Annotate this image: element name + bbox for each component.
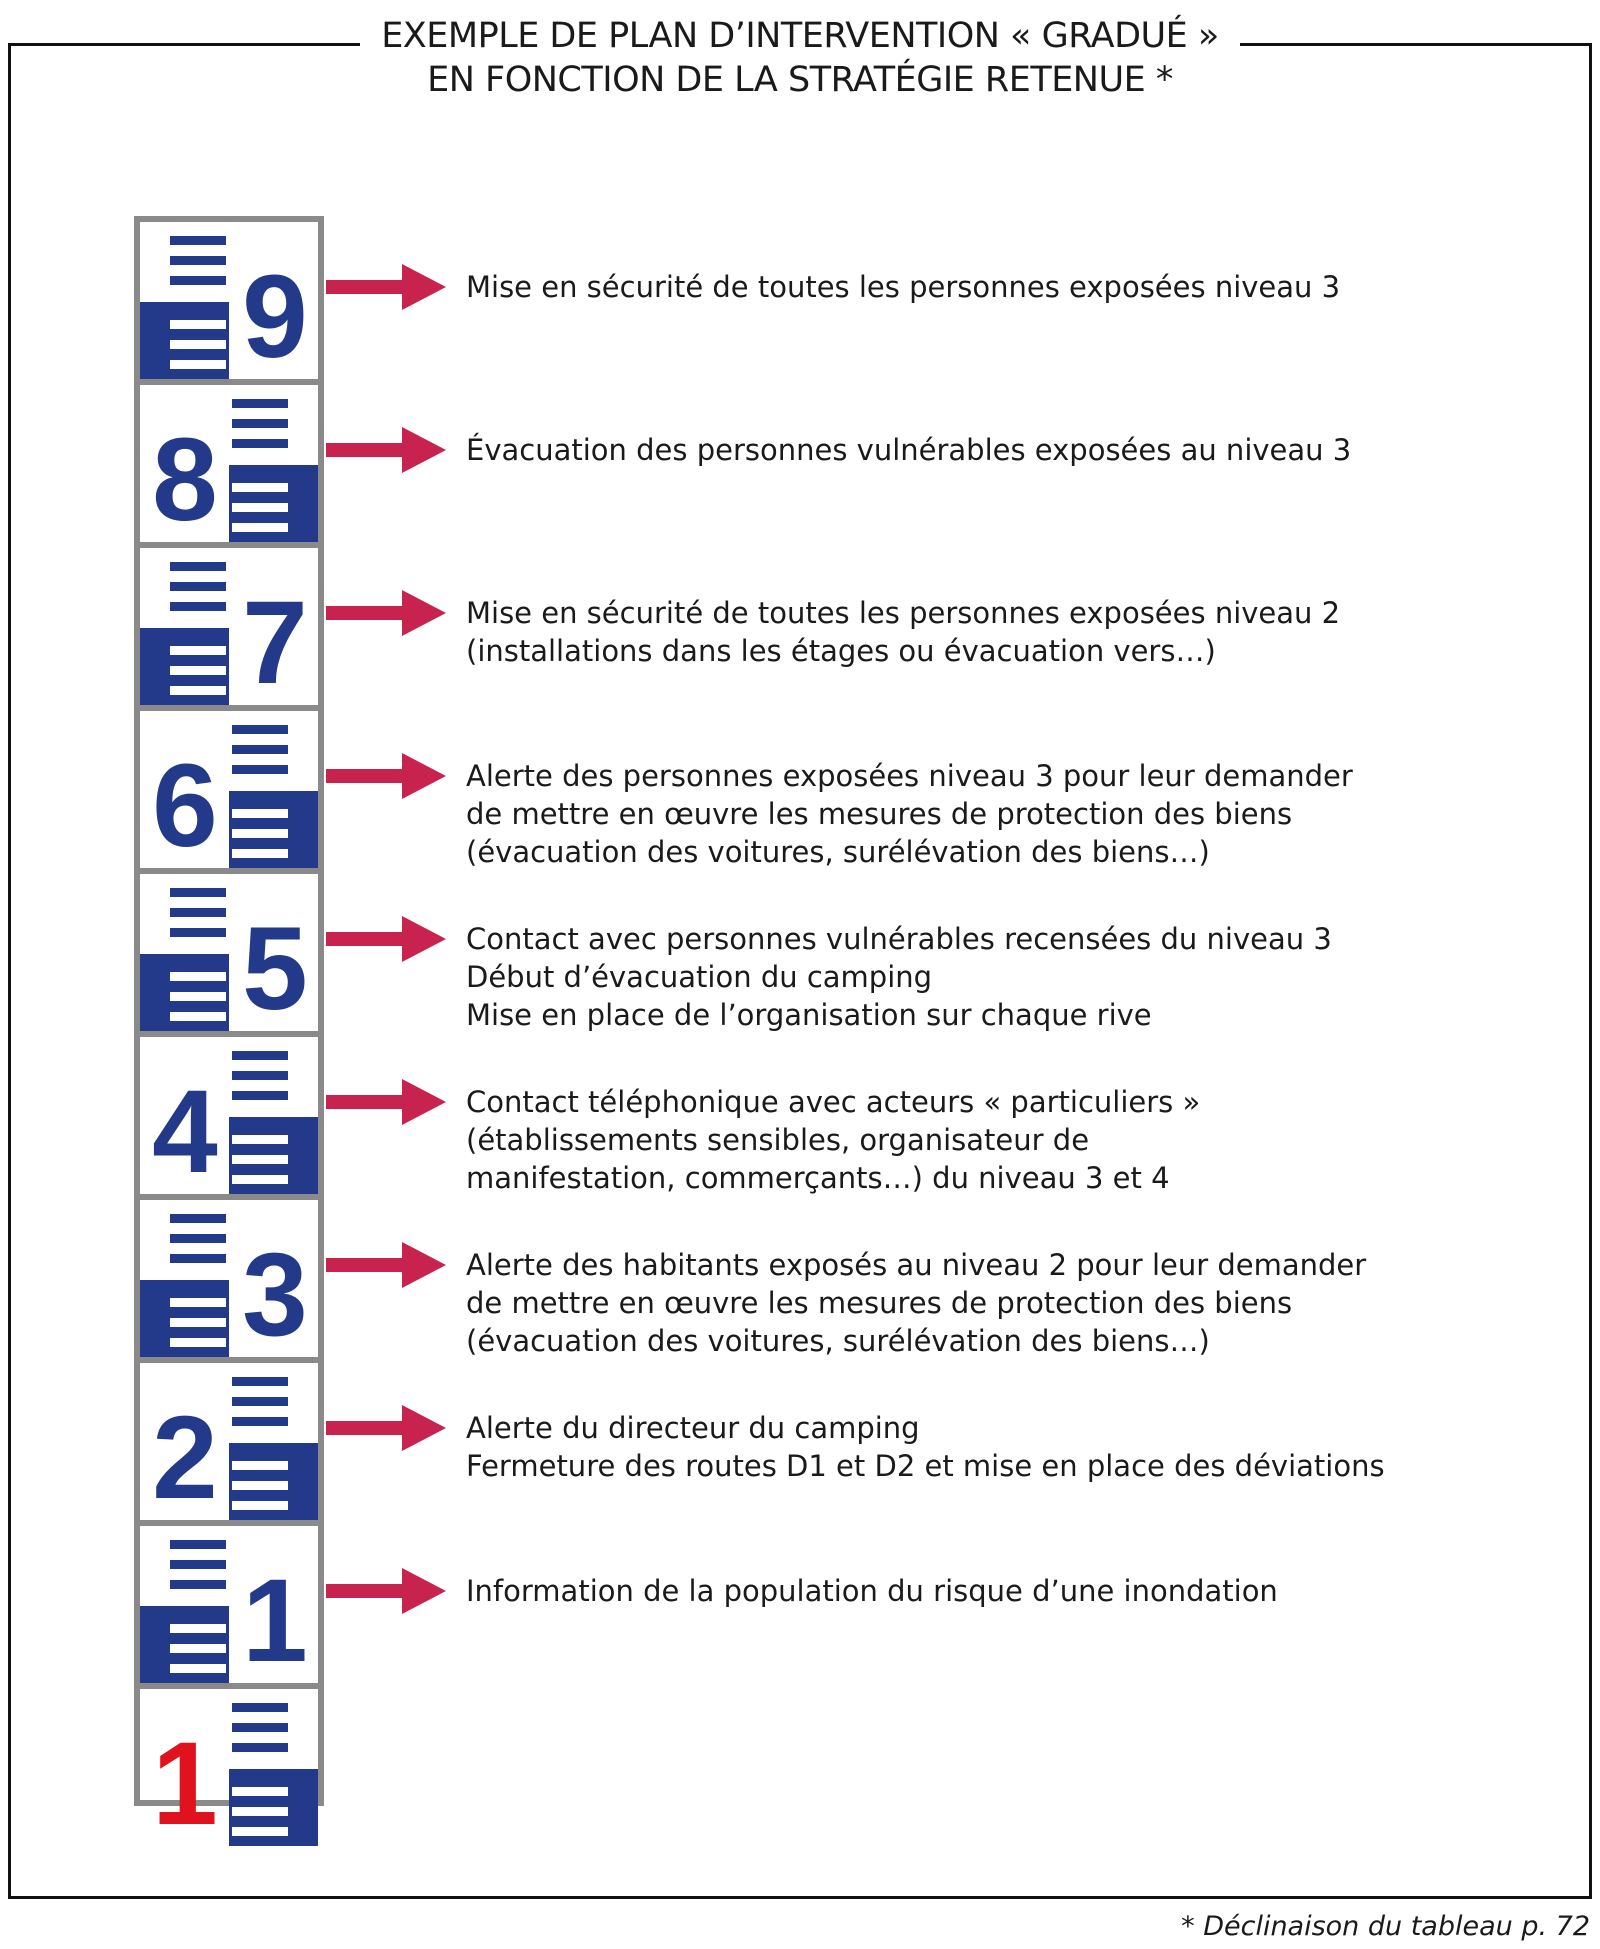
gauge-tick: [170, 602, 226, 611]
level-description: [466, 268, 1340, 306]
gauge-tick: [232, 1175, 288, 1184]
gauge-tick: [170, 360, 226, 369]
gauge-tick: [232, 1827, 288, 1836]
gauge-tick: [170, 928, 226, 937]
gauge-tick: [170, 236, 226, 245]
gauge-tick: [232, 483, 288, 492]
description-line: (évacuation des voitures, surélévation des biens…): [466, 835, 1210, 869]
level-description: [466, 757, 1353, 871]
gauge-number: 5: [242, 903, 308, 1031]
gauge-tick: [232, 1091, 288, 1100]
gauge-tick: [170, 992, 226, 1001]
gauge-number: 7: [242, 577, 308, 705]
description-line: Fermeture des routes D1 et D2 et mise en place des déviations: [466, 1449, 1385, 1483]
description-line: Évacuation des personnes vulnérables exposées au niveau 3: [466, 433, 1352, 467]
gauge-tick: [170, 1540, 226, 1549]
level-description: [466, 1409, 1385, 1485]
description-line: Début d’évacuation du camping: [466, 960, 933, 994]
gauge-segment: [140, 548, 318, 705]
gauge-number: 3: [242, 1229, 308, 1357]
flood-gauge: [134, 216, 324, 1846]
level-arrow: [326, 1403, 446, 1453]
gauge-tick: [170, 1580, 226, 1589]
gauge-tick: [232, 1135, 288, 1144]
gauge-tick: [170, 888, 226, 897]
gauge-tick: [170, 340, 226, 349]
gauge-tick: [232, 1787, 288, 1796]
gauge-segment: [140, 385, 318, 542]
description-line: Mise en sécurité de toutes les personnes exposées niveau 2: [466, 596, 1341, 630]
gauge-tick: [170, 972, 226, 981]
gauge-tick: [170, 1254, 226, 1263]
diagram-title: [360, 14, 1240, 102]
gauge-tick: [232, 1461, 288, 1470]
level-arrow: [326, 588, 446, 638]
gauge-number: 4: [152, 1066, 218, 1194]
gauge-tick: [232, 1743, 288, 1752]
gauge-number: 1: [242, 1555, 308, 1683]
level-description: [466, 1246, 1366, 1360]
gauge-tick: [170, 276, 226, 285]
gauge-tick: [232, 1501, 288, 1510]
gauge-segment: [140, 874, 318, 1031]
gauge-tick: [170, 646, 226, 655]
gauge-segment: [140, 1037, 318, 1194]
gauge-tick: [170, 1012, 226, 1021]
level-description: [466, 920, 1332, 1034]
gauge-tick: [232, 1807, 288, 1816]
description-line: Mise en place de l’organisation sur chaque rive: [466, 998, 1152, 1032]
gauge-tick: [170, 908, 226, 917]
level-arrow: [326, 914, 446, 964]
description-line: Contact téléphonique avec acteurs « particuliers »: [466, 1085, 1201, 1119]
level-arrow: [326, 751, 446, 801]
description-line: (installations dans les étages ou évacuation vers…): [466, 634, 1216, 668]
gauge-tick: [170, 1624, 226, 1633]
gauge-tick: [232, 725, 288, 734]
gauge-tick: [170, 1214, 226, 1223]
gauge-tick: [170, 562, 226, 571]
gauge-tick: [170, 1560, 226, 1569]
level-description: [466, 1572, 1278, 1610]
level-arrow: [326, 1566, 446, 1616]
description-line: (établissements sensibles, organisateur de: [466, 1123, 1090, 1157]
gauge-segment: [140, 1363, 318, 1520]
gauge-tick: [232, 1723, 288, 1732]
gauge-tick: [170, 666, 226, 675]
gauge-tick: [232, 1155, 288, 1164]
gauge-tick: [232, 1703, 288, 1712]
description-line: Contact avec personnes vulnérables recensées du niveau 3: [466, 922, 1332, 956]
level-description: [466, 1083, 1200, 1197]
gauge-tick: [170, 1644, 226, 1653]
gauge-tick: [232, 1397, 288, 1406]
description-line: Alerte des habitants exposés au niveau 2 pour leur demander: [466, 1248, 1367, 1282]
description-line: manifestation, commerçants…) du niveau 3 et 4: [466, 1161, 1170, 1195]
gauge-segment: [140, 1200, 318, 1357]
gauge-tick: [170, 320, 226, 329]
description-line: Information de la population du risque d’une inondation: [466, 1574, 1278, 1608]
gauge-tick: [232, 1417, 288, 1426]
level-arrow: [326, 1240, 446, 1290]
gauge-tick: [170, 1298, 226, 1307]
gauge-tick: [232, 1377, 288, 1386]
footnote: * Déclinaison du tableau p. 72: [1181, 1911, 1590, 1942]
gauge-tick: [232, 809, 288, 818]
gauge-number: 8: [152, 414, 218, 542]
gauge-number: 9: [242, 251, 308, 379]
gauge-number: 2: [152, 1392, 218, 1520]
description-line: Alerte du directeur du camping: [466, 1411, 920, 1445]
gauge-tick: [170, 686, 226, 695]
gauge-tick: [232, 829, 288, 838]
gauge-tick: [232, 765, 288, 774]
gauge-tick: [170, 256, 226, 265]
gauge-segment: [140, 222, 318, 379]
level-description: [466, 431, 1351, 469]
description-line: de mettre en œuvre les mesures de protection des biens: [466, 797, 1293, 831]
level-arrow: [326, 425, 446, 475]
gauge-tick: [232, 1481, 288, 1490]
gauge-tick: [232, 523, 288, 532]
level-arrow: [326, 1077, 446, 1127]
gauge-tick: [232, 439, 288, 448]
gauge-number: 6: [152, 740, 218, 868]
gauge-tick: [232, 419, 288, 428]
gauge-tick: [170, 1318, 226, 1327]
title-line-2: EN FONCTION DE LA STRATÉGIE RETENUE *: [427, 60, 1173, 100]
gauge-tick: [232, 399, 288, 408]
description-line: (évacuation des voitures, surélévation des biens…): [466, 1324, 1210, 1358]
gauge-tick: [170, 1338, 226, 1347]
gauge-tick: [232, 1071, 288, 1080]
level-description: [466, 594, 1340, 670]
gauge-segment: [140, 711, 318, 868]
gauge-tick: [170, 1664, 226, 1673]
gauge-number: 1: [152, 1718, 218, 1846]
gauge-tick: [232, 849, 288, 858]
gauge-tick: [232, 503, 288, 512]
gauge-tick: [170, 1234, 226, 1243]
description-line: Mise en sécurité de toutes les personnes exposées niveau 3: [466, 270, 1341, 304]
description-line: de mettre en œuvre les mesures de protection des biens: [466, 1286, 1293, 1320]
description-line: Alerte des personnes exposées niveau 3 pour leur demander: [466, 759, 1353, 793]
gauge-segment: [140, 1526, 318, 1683]
level-arrow: [326, 262, 446, 312]
title-line-1: EXEMPLE DE PLAN D’INTERVENTION « GRADUÉ »: [381, 16, 1219, 56]
gauge-segment: [140, 1689, 318, 1846]
gauge-tick: [170, 582, 226, 591]
gauge-tick: [232, 745, 288, 754]
gauge-tick: [232, 1051, 288, 1060]
